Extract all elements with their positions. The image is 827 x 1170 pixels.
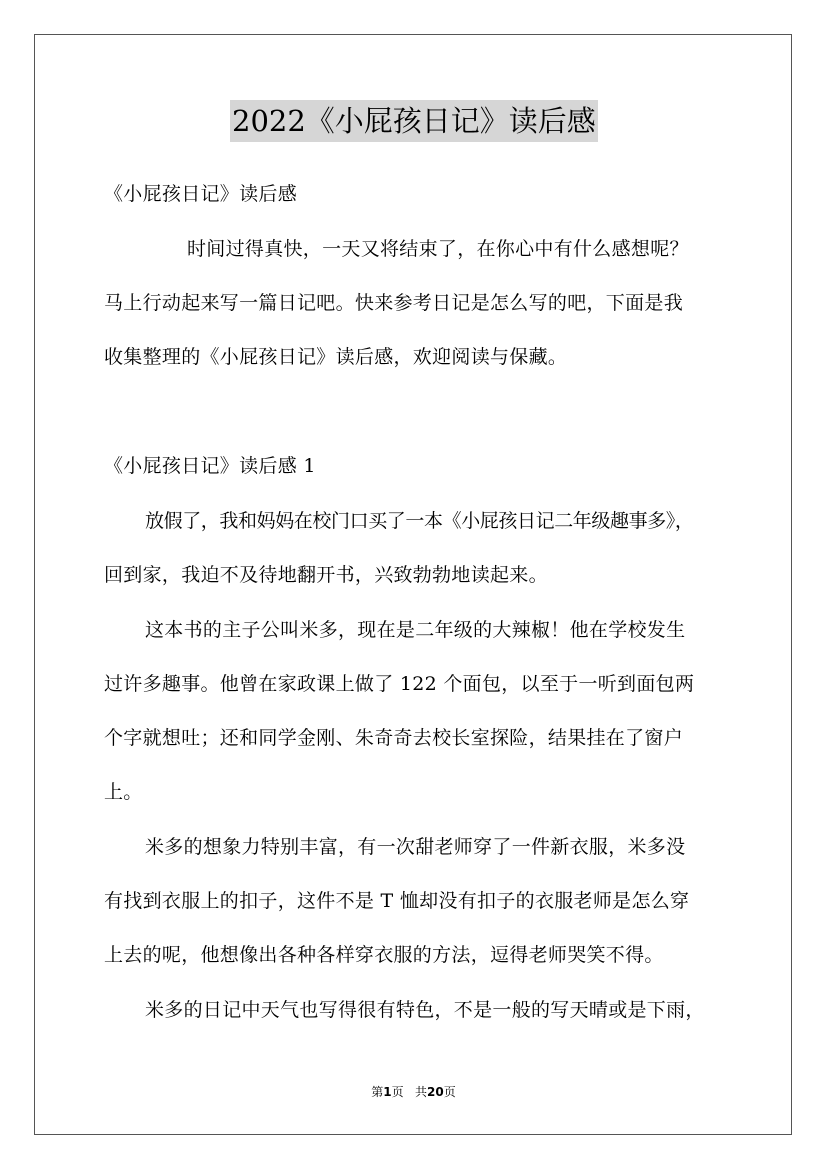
paragraph-line: 上去的呢，他想像出各种各样穿衣服的方法，逗得老师哭笑不得。	[104, 944, 664, 966]
paragraph-line: 收集整理的《小屁孩日记》读后感，欢迎阅读与保藏。	[104, 346, 568, 368]
footer-page-mid: 页 共	[391, 1085, 428, 1099]
paragraph-line: 米多的想象力特别丰富，有一次甜老师穿了一件新衣服，米多没	[145, 836, 686, 858]
page-footer	[0, 1084, 827, 1100]
paragraph-line: 这本书的主子公叫米多，现在是二年级的大辣椒！他在学校发生	[145, 619, 686, 641]
paragraph-line: 回到家，我迫不及待地翻开书，兴致勃勃地读起来。	[104, 564, 548, 586]
paragraph-line: 个字就想吐；还和同学金刚、朱奇奇去校长室探险，结果挂在了窗户	[104, 727, 684, 749]
paragraph-line: 时间过得真快，一天又将结束了，在你心中有什么感想呢？	[187, 238, 689, 260]
footer-page-total: 20	[427, 1085, 444, 1099]
footer-page-current: 1	[383, 1085, 392, 1099]
paragraph-line: 马上行动起来写一篇日记吧。快来参考日记是怎么写的吧，下面是我	[104, 292, 684, 314]
footer-page-prefix: 第	[371, 1085, 384, 1099]
paragraph-line: 放假了，我和妈妈在校门口买了一本《小屁孩日记二年级趣事多》，	[145, 510, 694, 532]
document-title: 2022《小屁孩日记》读后感	[230, 100, 598, 142]
article-heading: 《小屁孩日记》读后感	[104, 183, 298, 205]
paragraph-line: 有找到衣服上的扣子，这件不是 T 恤却没有扣子的衣服老师是怎么穿	[104, 890, 690, 912]
paragraph-line: 上。	[104, 781, 143, 803]
footer-page-suffix: 页	[443, 1085, 456, 1099]
paragraph-line: 米多的日记中天气也写得很有特色，不是一般的写天晴或是下雨，	[145, 999, 705, 1021]
section-heading: 《小屁孩日记》读后感 1	[104, 455, 316, 477]
paragraph-line: 过许多趣事。他曾在家政课上做了 122 个面包，以至于一听到面包两	[104, 673, 695, 695]
